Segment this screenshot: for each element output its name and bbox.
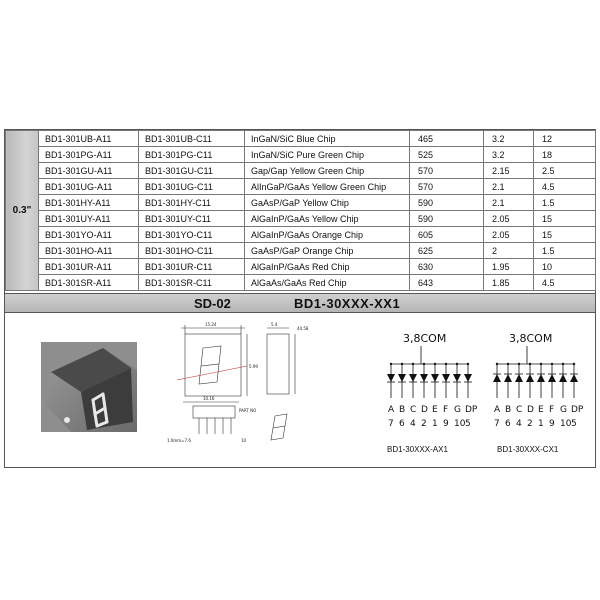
diode-symbol — [526, 374, 534, 382]
junction-dot — [562, 363, 564, 365]
com-label: 3,8COM — [403, 332, 447, 345]
pin-letter: F — [443, 405, 449, 415]
junction-dot — [456, 363, 458, 365]
wavelength-cell: 643 — [410, 275, 484, 291]
anode-part-cell: BD1-301YO-A11 — [39, 227, 139, 243]
table-row — [6, 243, 596, 259]
wavelength-cell: 590 — [410, 195, 484, 211]
pin-number: 5 — [465, 419, 471, 429]
pin-letter: B — [505, 405, 512, 415]
diode-symbol — [493, 374, 501, 382]
junction-dot — [507, 363, 509, 365]
junction-dot — [412, 363, 414, 365]
table-row — [6, 275, 596, 291]
dim-pitch: 10.16 — [203, 396, 215, 401]
wavelength-cell: 630 — [410, 259, 484, 275]
diode-symbol — [464, 374, 472, 382]
diode-symbol — [387, 374, 395, 382]
pin-count-label: 10 — [241, 438, 247, 443]
dim-height: 5.99 — [249, 364, 258, 369]
caption-cx1: BD1-30XXX-CX1 — [497, 445, 559, 454]
intensity-cell: 2.5 — [534, 163, 596, 179]
pin-letter: D — [421, 405, 428, 415]
pin-number: 7 — [494, 419, 500, 429]
cathode-part-cell: BD1-301YO-C11 — [139, 227, 245, 243]
forward-voltage-cell: 2.1 — [484, 195, 534, 211]
diode-symbol — [548, 374, 556, 382]
cathode-part-cell: BD1-301SR-C11 — [139, 275, 245, 291]
diode-symbol — [515, 374, 523, 382]
diode-symbol — [431, 374, 439, 382]
size-cell: 0.3" — [6, 131, 39, 291]
junction-dot — [551, 363, 553, 365]
forward-voltage-cell: 2.15 — [484, 163, 534, 179]
diode-symbol — [409, 374, 417, 382]
table-row — [6, 227, 596, 243]
pin-number: 2 — [421, 419, 427, 429]
intensity-cell: 18 — [534, 147, 596, 163]
datasheet-panel — [4, 129, 596, 468]
wavelength-cell: 525 — [410, 147, 484, 163]
forward-voltage-cell: 2 — [484, 243, 534, 259]
wavelength-cell: 625 — [410, 243, 484, 259]
cathode-part-cell: BD1-301UY-C11 — [139, 211, 245, 227]
pin-number: 7 — [388, 419, 394, 429]
anode-part-cell: BD1-301HO-A11 — [39, 243, 139, 259]
dim-side-height: 44.58 — [297, 326, 309, 331]
diode-symbol — [453, 374, 461, 382]
chip-cell: InGaN/SiC Pure Green Chip — [245, 147, 410, 163]
pin-letter: B — [399, 405, 406, 415]
intensity-cell: 10 — [534, 259, 596, 275]
pin-pitch-label: 1.0mm=7.6 — [167, 438, 191, 443]
dim-top: 15.24 — [205, 322, 217, 327]
forward-voltage-cell: 2.1 — [484, 179, 534, 195]
cathode-part-cell: BD1-301GU-C11 — [139, 163, 245, 179]
diode-symbol — [504, 374, 512, 382]
pin-letter: E — [538, 405, 544, 415]
anode-part-cell: BD1-301SR-A11 — [39, 275, 139, 291]
intensity-cell: 15 — [534, 227, 596, 243]
com-label: 3,8COM — [509, 332, 553, 345]
table-row — [6, 195, 596, 211]
chip-cell: AlGaInP/GaAs Orange Chip — [245, 227, 410, 243]
chip-cell: Gap/Gap Yellow Green Chip — [245, 163, 410, 179]
table-row — [6, 259, 596, 275]
anode-part-cell: BD1-301GU-A11 — [39, 163, 139, 179]
forward-voltage-cell: 3.2 — [484, 147, 534, 163]
chip-cell: AlGaAs/GaAs Red Chip — [245, 275, 410, 291]
part-number-pattern: BD1-30XXX-XX1 — [294, 296, 401, 311]
part-no-label: PART NO — [239, 408, 257, 413]
wavelength-cell: 605 — [410, 227, 484, 243]
junction-dot — [467, 363, 469, 365]
junction-dot — [496, 363, 498, 365]
intensity-cell: 4.5 — [534, 275, 596, 291]
pin-number: 4 — [410, 419, 416, 429]
junction-dot — [423, 363, 425, 365]
diode-symbol — [537, 374, 545, 382]
junction-dot — [573, 363, 575, 365]
pin-number: 6 — [399, 419, 405, 429]
title-bar — [5, 293, 595, 313]
model-code: SD-02 — [194, 296, 231, 311]
cathode-part-cell: BD1-301UR-C11 — [139, 259, 245, 275]
pin-letter: D — [527, 405, 534, 415]
intensity-cell: 4.5 — [534, 179, 596, 195]
junction-dot — [529, 363, 531, 365]
pin-letter: E — [432, 405, 438, 415]
intensity-cell: 1.5 — [534, 195, 596, 211]
diode-symbol — [398, 374, 406, 382]
wavelength-cell: 570 — [410, 179, 484, 195]
forward-voltage-cell: 1.95 — [484, 259, 534, 275]
diode-symbol — [420, 374, 428, 382]
junction-dot — [540, 363, 542, 365]
anode-part-cell: BD1-301PG-A11 — [39, 147, 139, 163]
cathode-part-cell: BD1-301HO-C11 — [139, 243, 245, 259]
table-row — [6, 211, 596, 227]
pin-number: 1 — [538, 419, 544, 429]
product-photo — [41, 342, 137, 432]
dim-side-width: 5.4 — [271, 322, 278, 327]
pin-number: 10 — [560, 419, 572, 429]
chip-cell: AlGaInP/GaAs Red Chip — [245, 259, 410, 275]
cathode-part-cell: BD1-301PG-C11 — [139, 147, 245, 163]
pin-letter: A — [388, 405, 395, 415]
forward-voltage-cell: 1.85 — [484, 275, 534, 291]
pin-letter: F — [549, 405, 555, 415]
junction-dot — [434, 363, 436, 365]
pin-letter: C — [516, 405, 523, 415]
pin-number: 9 — [443, 419, 449, 429]
forward-voltage-cell: 3.2 — [484, 131, 534, 147]
pin-letter: G — [454, 405, 461, 415]
pin-letter: DP — [571, 405, 584, 415]
table-row — [6, 163, 596, 179]
table-row — [6, 147, 596, 163]
caption-ax1: BD1-30XXX-AX1 — [387, 445, 448, 454]
table-row — [6, 131, 596, 147]
chip-cell: GaAsP/GaP Orange Chip — [245, 243, 410, 259]
pin-number: 1 — [432, 419, 438, 429]
anode-part-cell: BD1-301UR-A11 — [39, 259, 139, 275]
junction-dot — [390, 363, 392, 365]
chip-cell: GaAsP/GaP Yellow Chip — [245, 195, 410, 211]
pin-letter: DP — [465, 405, 478, 415]
table-row — [6, 179, 596, 195]
junction-dot — [401, 363, 403, 365]
circuit-diagrams — [381, 320, 584, 460]
pin-number: 4 — [516, 419, 522, 429]
pin-number: 10 — [454, 419, 466, 429]
cathode-part-cell: BD1-301HY-C11 — [139, 195, 245, 211]
chip-cell: InGaN/SiC Blue Chip — [245, 131, 410, 147]
cathode-part-cell: BD1-301UG-C11 — [139, 179, 245, 195]
junction-dot — [518, 363, 520, 365]
pin-letter: C — [410, 405, 417, 415]
diode-symbol — [570, 374, 578, 382]
anode-part-cell: BD1-301UY-A11 — [39, 211, 139, 227]
chip-cell: AlInGaP/GaAs Yellow Green Chip — [245, 179, 410, 195]
diode-symbol — [442, 374, 450, 382]
pin-number: 2 — [527, 419, 533, 429]
anode-part-cell: BD1-301UB-A11 — [39, 131, 139, 147]
wavelength-cell: 570 — [410, 163, 484, 179]
wavelength-cell: 465 — [410, 131, 484, 147]
diode-symbol — [559, 374, 567, 382]
mechanical-drawing — [163, 320, 323, 450]
cathode-part-cell: BD1-301UB-C11 — [139, 131, 245, 147]
wavelength-cell: 590 — [410, 211, 484, 227]
anode-part-cell: BD1-301UG-A11 — [39, 179, 139, 195]
junction-dot — [445, 363, 447, 365]
pin-letter: A — [494, 405, 501, 415]
intensity-cell: 12 — [534, 131, 596, 147]
pin-number: 9 — [549, 419, 555, 429]
pin-number: 5 — [571, 419, 577, 429]
intensity-cell: 15 — [534, 211, 596, 227]
forward-voltage-cell: 2.05 — [484, 227, 534, 243]
intensity-cell: 1.5 — [534, 243, 596, 259]
chip-cell: AlGaInP/GaAs Yellow Chip — [245, 211, 410, 227]
anode-part-cell: BD1-301HY-A11 — [39, 195, 139, 211]
forward-voltage-cell: 2.05 — [484, 211, 534, 227]
pin-number: 6 — [505, 419, 511, 429]
pin-letter: G — [560, 405, 567, 415]
spec-table — [5, 130, 596, 291]
